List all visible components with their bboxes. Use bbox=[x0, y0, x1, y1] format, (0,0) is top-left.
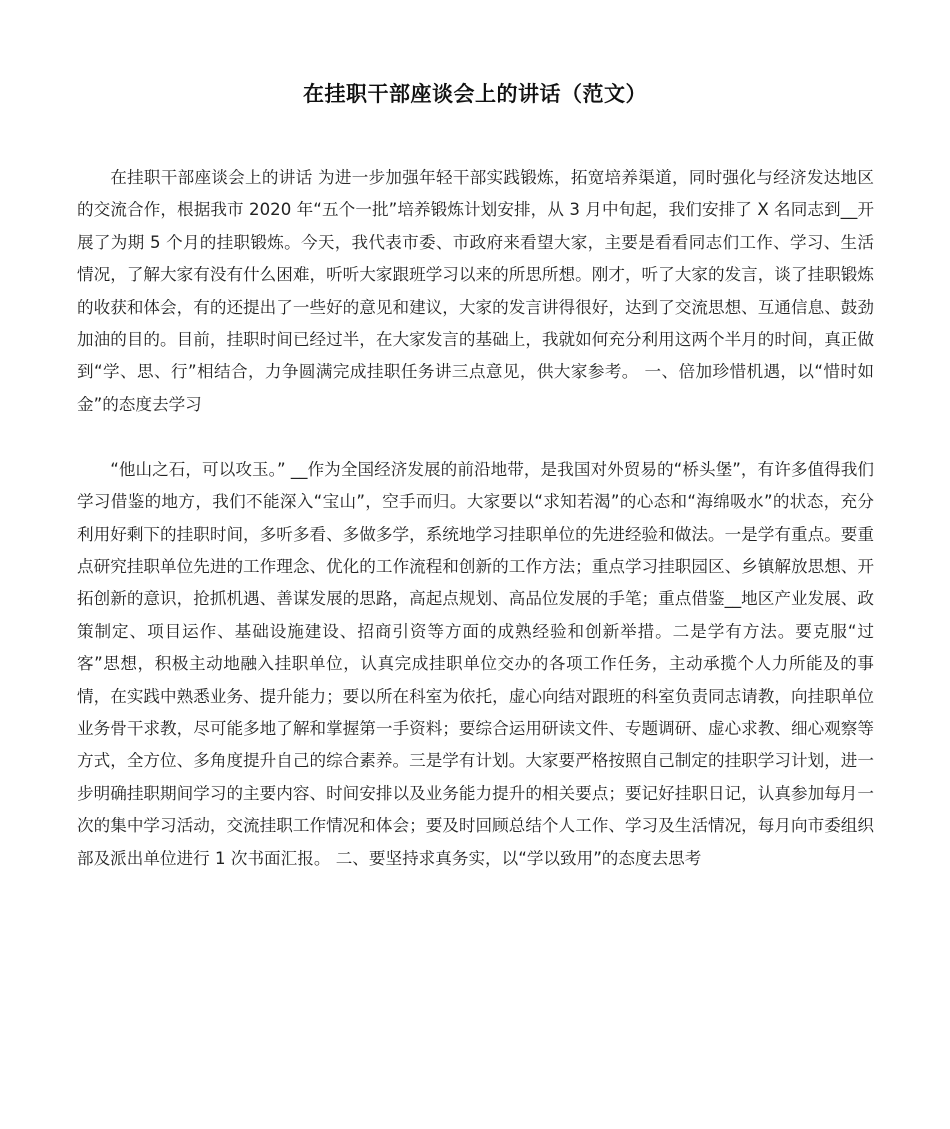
body-paragraph-2: “他山之石，可以攻玉。” __作为全国经济发展的前沿地带，是我国对外贸易的“桥头堡”，有许多值得我们学习借鉴的地方，我们不能深入“宝山”，空手而归。大家要以“求知若渴”的心态和“海绵吸水”的状态，充分利用好剩下的挂职时间，多听多看、多做多学，系统地学习挂职单位的先进经验和做法。一是学有重点。要重点研究挂职单位先进的工作理念、优化的工作流程和创新的工作方法；重点学习挂职园区、乡镇解放思想、开拓创新的意识，抢抓机遇、善谋发展的思路，高起点规划、高品位发展的手笔；重点借鉴__地区产业发展、政策制定、项目运作、基础设施建设、招商引资等方面的成熟经验和创新举措。二是学有方法。要克服“过客”思想，积极主动地融入挂职单位，认真完成挂职单位交办的各项工作任务，主动承揽个人力所能及的事情，在实践中熟悉业务、提升能力；要以所在科室为依托，虚心向结对跟班的科室负责同志请教，向挂职单位业务骨干求教，尽可能多地了解和掌握第一手资料；要综合运用研读文件、专题调研、虚心求教、细心观察等方式，全方位、多角度提升自己的综合素养。三是学有计划。大家要严格按照自己制定的挂职学习计划，进一步明确挂职期间学习的主要内容、时间安排以及业务能力提升的相关要点；要记好挂职日记，认真参加每月一次的集中学习活动，交流挂职工作情况和体会；要及时回顾总结个人工作、学习及生活情况，每月向市委组织部及派出单位进行 1 次书面汇报。 二、要坚持求真务实，以“学以致用”的态度去思考 bbox=[77, 459, 874, 868]
body-paragraph-1: 在挂职干部座谈会上的讲话 为进一步加强年轻干部实践锻炼，拓宽培养渠道，同时强化与经济发达地区的交流合作，根据我市 2020 年“五个一批”培养锻炼计划安排，从 3 月中旬起，我们安排了 X 名同志到__开展了为期 5 个月的挂职锻炼。今天，我代表市委、市政府来看望大家，主要是看看同志们工作、学习、生活情况，了解大家有没有什么困难，听听大家跟班学习以来的所思所想。刚才，听了大家的发言，谈了挂职锻炼的收获和体会，有的还提出了一些好的意见和建议，大家的发言讲得很好，达到了交流思想、互通信息、鼓劲加油的目的。目前，挂职时间已经过半，在大家发言的基础上，我就如何充分利用这两个半月的时间，真正做到“学、思、行”相结合，力争圆满完成挂职任务讲三点意见，供大家参考。 一、倍加珍惜机遇，以“惜时如金”的态度去学习 bbox=[77, 168, 874, 414]
document-body bbox=[77, 162, 874, 875]
document-title: 在挂职干部座谈会上的讲话（范文） bbox=[303, 82, 647, 106]
